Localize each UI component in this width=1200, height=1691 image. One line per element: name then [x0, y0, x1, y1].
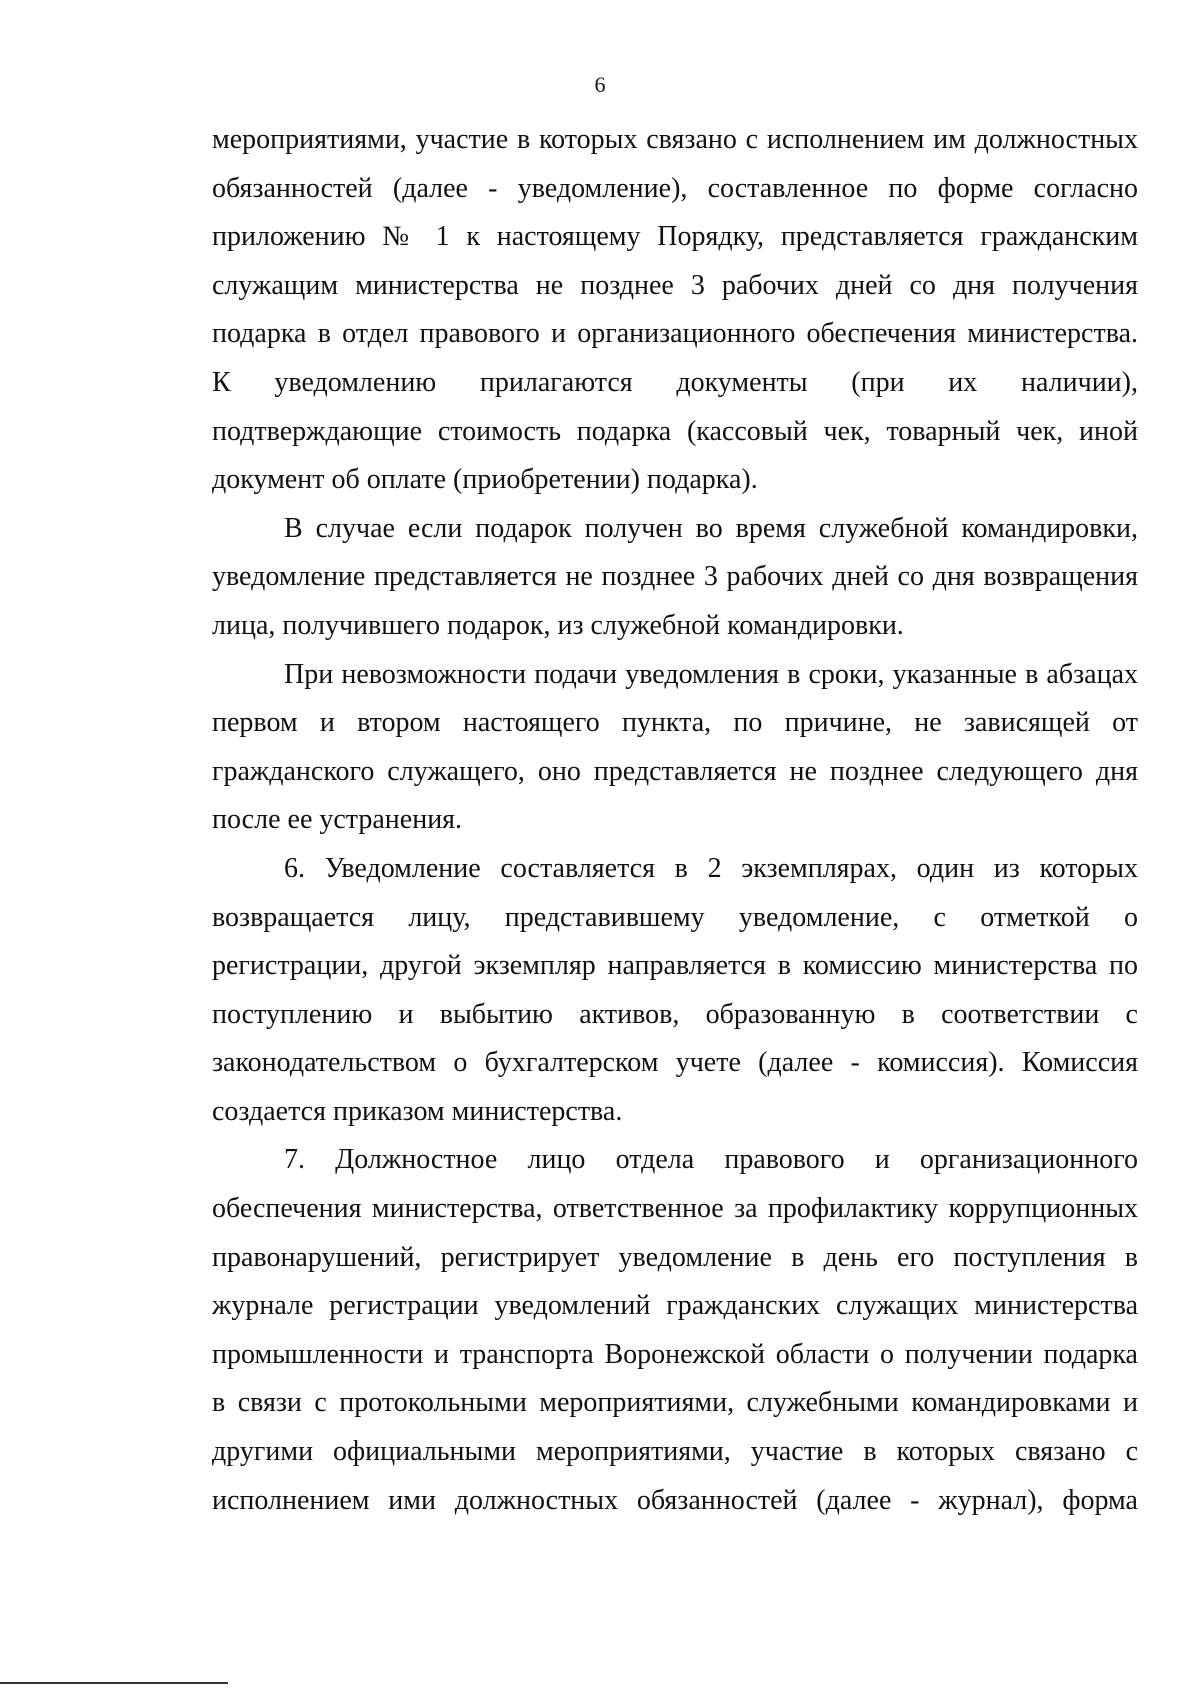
text-line: первом и втором настоящего пункта, по причине, не зависящей от: [212, 707, 1138, 739]
text-line: мероприятиями, участие в которых связано с исполнением им должностных: [212, 124, 1138, 155]
text-line: другими официальными мероприятиями, участие в которых связано с: [212, 1436, 1138, 1468]
body-text: [212, 116, 1138, 1525]
text-line: 7. Должностное лицо отдела правового и организационного: [284, 1144, 1138, 1176]
text-line: журнале регистрации уведомлений гражданских служащих министерства: [212, 1290, 1138, 1322]
text-line: К уведомлению прилагаются документы (при их наличии),: [212, 366, 1138, 398]
text-line: создается приказом министерства.: [212, 1095, 623, 1127]
text-line: документ об оплате (приобретении) подарка).: [212, 464, 758, 496]
text-line: законодательством о бухгалтерском учете (далее - комиссия). Комиссия: [212, 1047, 1138, 1079]
text-line: промышленности и транспорта Воронежской области о получении подарка: [212, 1338, 1138, 1370]
page-number: 6: [594, 72, 606, 97]
text-line: подарка в отдел правового и организационного обеспечения министерства.: [212, 318, 1138, 350]
text-line: в связи с протокольными мероприятиями, служебными командировками и: [212, 1387, 1138, 1419]
scan-edge-mark: [0, 1682, 228, 1684]
text-line: исполнением ими должностных обязанностей (далее - журнал), форма: [212, 1484, 1138, 1516]
text-line: обеспечения министерства, ответственное за профилактику коррупционных: [212, 1193, 1138, 1225]
text-line: правонарушений, регистрирует уведомление в день его поступления в: [212, 1241, 1138, 1273]
text-line: 6. Уведомление составляется в 2 экземплярах, один из которых: [284, 852, 1138, 884]
text-line: В случае если подарок получен во время служебной командировки,: [284, 512, 1138, 544]
text-line: лица, получившего подарок, из служебной командировки.: [212, 609, 904, 641]
text-line: уведомление представляется не позднее 3 рабочих дней со дня возвращения: [212, 561, 1138, 593]
text-line: регистрации, другой экземпляр направляется в комиссию министерства по: [212, 950, 1138, 982]
text-line: служащим министерства не позднее 3 рабочих дней со дня получения: [212, 269, 1138, 301]
text-line: При невозможности подачи уведомления в сроки, указанные в абзацах: [284, 658, 1138, 690]
text-line: приложению № 1 к настоящему Порядку, представляется гражданским: [212, 221, 1138, 253]
text-line: обязанностей (далее - уведомление), составленное по форме согласно: [212, 172, 1138, 204]
text-line: подтверждающие стоимость подарка (кассовый чек, товарный чек, иной: [212, 415, 1138, 447]
text-line: возвращается лицу, представившему уведомление, с отметкой о: [212, 901, 1138, 933]
text-line: гражданского служащего, оно представляется не позднее следующего дня: [212, 755, 1138, 787]
text-line: поступлению и выбытию активов, образованную в соответствии с: [212, 998, 1138, 1030]
text-line: после ее устранения.: [212, 804, 463, 836]
